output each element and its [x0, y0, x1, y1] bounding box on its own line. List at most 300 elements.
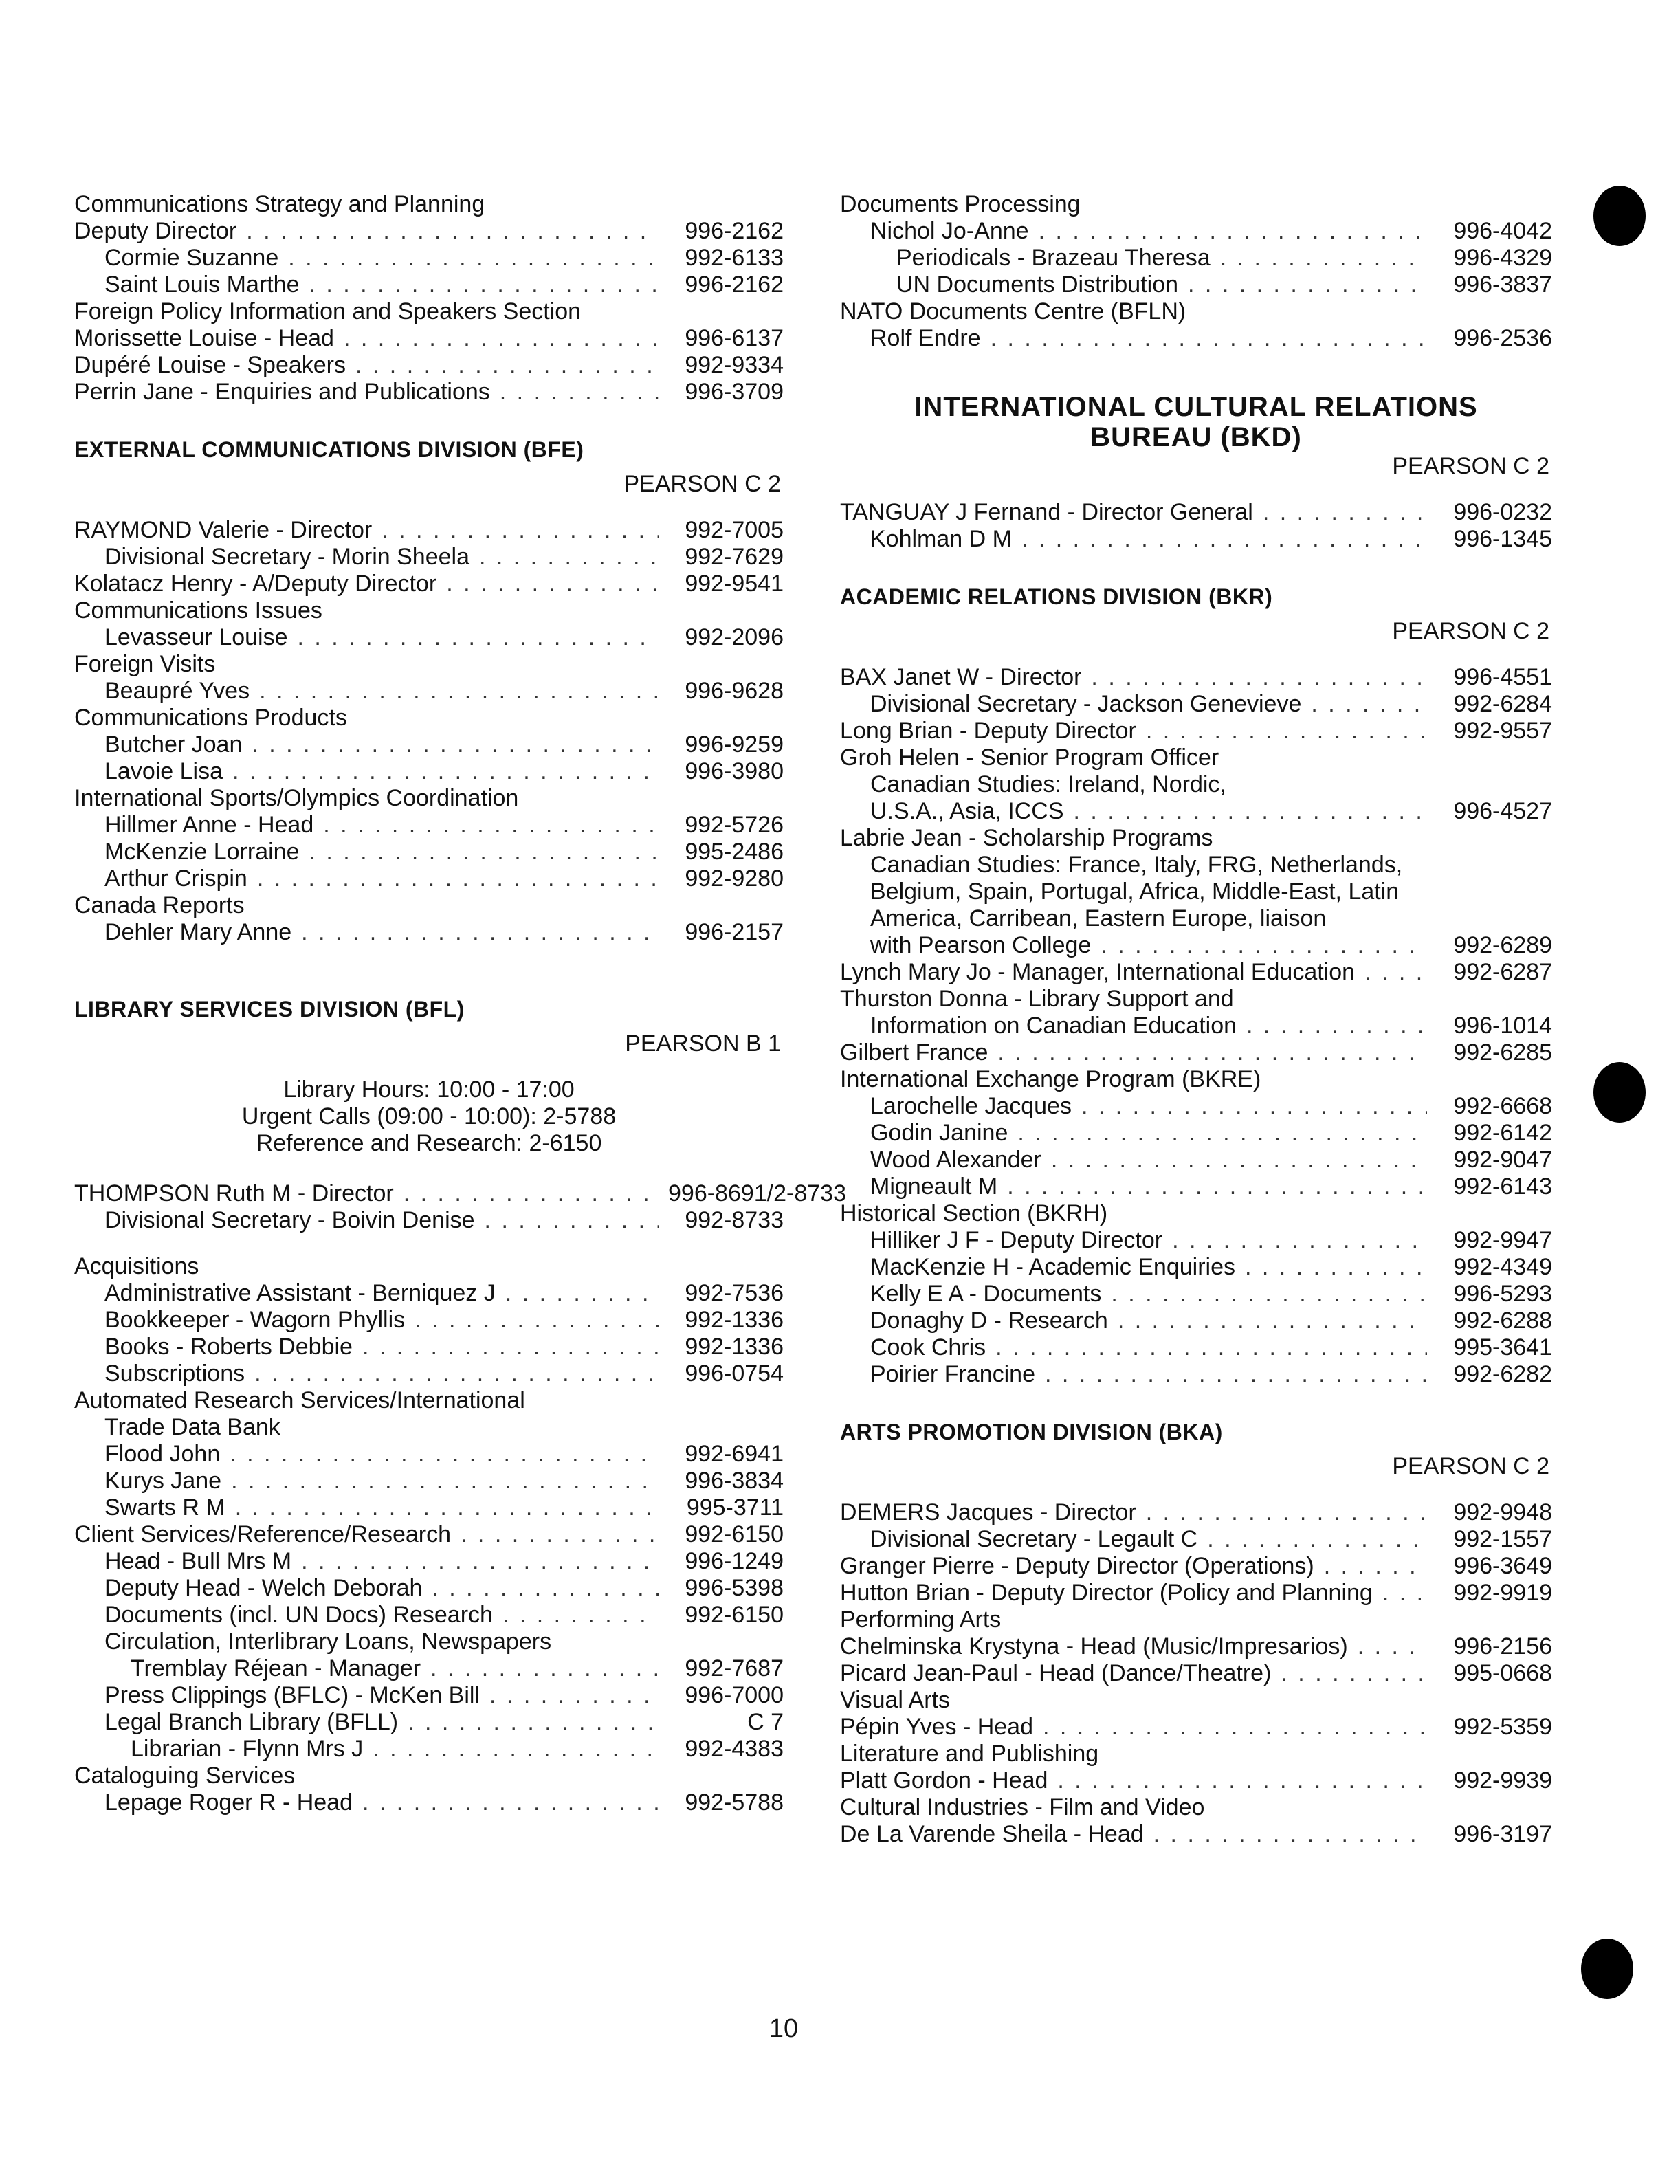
dot-leader [298, 624, 659, 651]
division-heading: ARTS PROMOTION DIVISION (BKA) [840, 1420, 1223, 1444]
directory-entry [74, 1736, 784, 1763]
entry-name: Historical Section (BKRH) [840, 1200, 1108, 1226]
entry-phone: 992-6282 [1453, 1361, 1552, 1387]
entry-phone: 996-9259 [685, 731, 784, 758]
dot-leader [485, 1207, 659, 1234]
directory-entry [840, 1361, 1552, 1388]
entry-phone: 992-4383 [685, 1736, 784, 1762]
entry-phone: 996-3837 [1453, 272, 1552, 298]
entry-name: Divisional Secretary - Legault C [870, 1526, 1198, 1552]
entry-phone: 992-6288 [1453, 1308, 1552, 1334]
dot-leader [1188, 272, 1427, 298]
directory-entry [74, 1307, 784, 1334]
dot-leader [997, 1039, 1427, 1066]
entry-phone: 992-9334 [685, 352, 784, 378]
location-label: PEARSON C 2 [623, 471, 781, 497]
entry-phone: 992-6150 [685, 1521, 784, 1547]
dot-leader [1039, 218, 1427, 245]
entry-name: Lepage Roger R - Head [104, 1789, 353, 1816]
entry-phone: 996-3649 [1453, 1553, 1552, 1579]
dot-leader [1220, 245, 1427, 272]
directory-entry [840, 1741, 1552, 1767]
dot-leader [446, 571, 659, 597]
punch-hole-icon [1581, 1939, 1633, 1999]
dot-leader [479, 544, 659, 571]
punch-hole-icon [1593, 186, 1646, 246]
entry-name: Performing Arts [840, 1607, 1002, 1633]
entry-name: BAX Janet W - Director [840, 664, 1082, 690]
dot-leader [505, 1280, 659, 1307]
entry-name: Belgium, Spain, Portugal, Africa, Middle-East, Latin [870, 879, 1400, 905]
directory-entry [74, 379, 784, 406]
bureau-heading [840, 392, 1552, 452]
entry-name: MacKenzie H - Academic Enquiries [870, 1254, 1236, 1280]
entry-name: Press Clippings (BFLC) - McKen Bill [104, 1682, 480, 1708]
entry-name: Kurys Jane [104, 1468, 222, 1494]
entry-name: Lavoie Lisa [104, 758, 223, 784]
dot-leader [1043, 1714, 1427, 1741]
entry-phone: 996-2536 [1453, 325, 1552, 351]
entry-name: America, Carribean, Eastern Europe, liaison [870, 905, 1327, 931]
entry-name: Tremblay Réjean - Manager [131, 1655, 421, 1681]
division-heading: EXTERNAL COMMUNICATIONS DIVISION (BFE) [74, 437, 584, 462]
entry-name: Picard Jean-Paul - Head (Dance/Theatre) [840, 1660, 1272, 1686]
entry-name: Books - Roberts Debbie [104, 1334, 353, 1360]
entry-phone: 992-6941 [685, 1441, 784, 1467]
entry-phone: 992-6143 [1453, 1173, 1552, 1200]
entry-name: Hutton Brian - Deputy Director (Policy and Planning [840, 1580, 1373, 1606]
dot-leader [259, 678, 659, 705]
entry-phone: 996-4551 [1453, 664, 1552, 690]
directory-entry [74, 1387, 784, 1414]
entry-phone: 996-3834 [685, 1468, 784, 1494]
entry-phone: 992-4349 [1453, 1254, 1552, 1280]
entry-name: Thurston Donna - Library Support and [840, 986, 1234, 1012]
entry-phone: 995-0668 [1453, 1660, 1552, 1686]
entry-phone: 992-5726 [685, 812, 784, 838]
entry-name: Literature and Publishing [840, 1741, 1099, 1767]
entry-name: International Exchange Program (BKRE) [840, 1066, 1261, 1092]
location-label: PEARSON B 1 [625, 1030, 781, 1057]
directory-entry [74, 758, 784, 785]
directory-entry [74, 571, 784, 597]
directory-entry [74, 705, 784, 731]
division-heading: LIBRARY SERVICES DIVISION (BFL) [74, 997, 465, 1022]
entry-name: Morissette Louise - Head [74, 325, 334, 351]
directory-entry [840, 499, 1552, 526]
directory-entry [840, 959, 1552, 986]
directory-entry [74, 812, 784, 839]
directory-entry [840, 1147, 1552, 1173]
directory-entry [74, 731, 784, 758]
directory-entry [840, 986, 1552, 1013]
division-heading: ACADEMIC RELATIONS DIVISION (BKR) [840, 584, 1273, 609]
entry-name: Dehler Mary Anne [104, 919, 292, 945]
dot-leader [355, 352, 659, 379]
dot-leader [309, 272, 659, 298]
location-label: PEARSON C 2 [1392, 453, 1549, 479]
entry-phone: 996-0232 [1453, 499, 1552, 525]
entry-name: Acquisitions [74, 1253, 199, 1279]
directory-entry [840, 1714, 1552, 1741]
directory-entry [74, 785, 784, 812]
dot-leader [415, 1307, 659, 1334]
entry-name: Communications Products [74, 705, 347, 731]
directory-entry [74, 1602, 784, 1629]
dot-leader [373, 1736, 659, 1763]
entry-phone: 992-2096 [685, 624, 784, 650]
entry-phone: 992-8733 [685, 1207, 784, 1233]
entry-phone: 992-6284 [1453, 691, 1552, 717]
dot-leader [301, 1548, 659, 1575]
entry-name: Butcher Joan [104, 731, 243, 758]
entry-phone: 992-7536 [685, 1280, 784, 1306]
entry-phone: 992-1336 [685, 1307, 784, 1333]
entry-name: Divisional Secretary - Jackson Genevieve [870, 691, 1302, 717]
dot-leader [432, 1575, 659, 1602]
dot-leader [257, 865, 659, 892]
directory-entry [840, 218, 1552, 245]
location-label: PEARSON C 2 [1392, 1453, 1549, 1479]
dot-leader [230, 1441, 659, 1468]
entry-name: UN Documents Distribution [896, 272, 1179, 298]
entry-name: Foreign Visits [74, 651, 216, 677]
right-column [840, 191, 1552, 1848]
dot-leader [430, 1655, 659, 1682]
directory-entry [74, 597, 784, 624]
directory-entry [840, 526, 1552, 553]
entry-phone: 996-4329 [1453, 245, 1552, 271]
entry-phone: 992-6142 [1453, 1120, 1552, 1146]
entry-phone: 992-6150 [685, 1602, 784, 1628]
directory-entry [74, 352, 784, 379]
directory-entry [840, 905, 1552, 932]
directory-entry [74, 919, 784, 946]
directory-entry [74, 191, 784, 218]
directory-entry [840, 1281, 1552, 1308]
entry-phone: 996-7000 [685, 1682, 784, 1708]
entry-phone: 992-1557 [1453, 1526, 1552, 1552]
directory-entry [840, 245, 1552, 272]
entry-name: Communications Issues [74, 597, 322, 624]
entry-name: Lynch Mary Jo - Manager, International Education [840, 959, 1356, 985]
entry-phone: 992-9947 [1453, 1227, 1552, 1253]
directory-entry [74, 1682, 784, 1709]
entry-name: Arthur Crispin [104, 865, 247, 892]
entry-phone: 996-2162 [685, 218, 784, 244]
dot-leader [288, 245, 659, 272]
entry-name: Visual Arts [840, 1687, 951, 1713]
entry-name: Legal Branch Library (BFLL) [104, 1709, 399, 1735]
directory-entry [840, 298, 1552, 325]
bureau-heading-line: INTERNATIONAL CULTURAL RELATIONS [914, 392, 1478, 422]
directory-entry [840, 325, 1552, 352]
entry-name: Deputy Head - Welch Deborah [104, 1575, 423, 1601]
dot-leader [301, 919, 659, 946]
spacer [74, 946, 784, 965]
directory-entry [74, 1789, 784, 1816]
directory-entry [74, 1548, 784, 1575]
dot-leader [1111, 1281, 1427, 1308]
dot-leader [231, 1468, 659, 1494]
entry-name: Migneault M [870, 1173, 998, 1200]
entry-name: Documents Processing [840, 191, 1081, 217]
entry-phone: 996-3197 [1453, 1821, 1552, 1847]
directory-entry [840, 1308, 1552, 1334]
dot-leader [500, 379, 659, 406]
dot-leader [1074, 798, 1427, 825]
entry-name: Poirier Francine [870, 1361, 1035, 1387]
entry-phone: 996-1345 [1453, 526, 1552, 552]
entry-name: Wood Alexander [870, 1147, 1041, 1173]
directory-entry [74, 272, 784, 298]
directory-entry [840, 798, 1552, 825]
entry-name: TANGUAY J Fernand - Director General [840, 499, 1253, 525]
entry-name: Perrin Jane - Enquiries and Publications [74, 379, 490, 405]
entry-phone: 992-9939 [1453, 1767, 1552, 1794]
directory-entry [74, 218, 784, 245]
directory-entry [840, 1794, 1552, 1821]
entry-name: with Pearson College [870, 932, 1092, 958]
dot-leader [1382, 1580, 1427, 1607]
entry-name: THOMPSON Ruth M - Director [74, 1180, 394, 1206]
library-notes [74, 1077, 784, 1157]
library-note-line: Urgent Calls (09:00 - 10:00): 2-5788 [241, 1103, 617, 1129]
directory-entry [840, 879, 1552, 905]
directory-entry [840, 664, 1552, 691]
entry-phone: 992-7629 [685, 544, 784, 570]
library-note-line: Reference and Research: 2-6150 [256, 1130, 602, 1156]
entry-name: De La Varende Sheila - Head [840, 1821, 1144, 1847]
entry-name: Canadian Studies: Ireland, Nordic, [870, 771, 1226, 797]
location-label: PEARSON C 2 [1392, 618, 1549, 644]
directory-entry [840, 718, 1552, 744]
entry-phone: 992-5359 [1453, 1714, 1552, 1740]
directory-entry [74, 1655, 784, 1682]
dot-leader [404, 1180, 659, 1207]
entry-phone: 992-7687 [685, 1655, 784, 1681]
entry-name: Canada Reports [74, 892, 245, 918]
entry-name: Hilliker J F - Deputy Director [870, 1227, 1163, 1253]
entry-name: Levasseur Louise [104, 624, 288, 650]
entry-phone: 992-9541 [685, 571, 784, 597]
punch-hole-icon [1593, 1062, 1646, 1123]
directory-entry [840, 744, 1552, 771]
dot-leader [1081, 1093, 1427, 1120]
directory-entry [74, 1575, 784, 1602]
entry-name: Periodicals - Brazeau Theresa [896, 245, 1211, 271]
entry-name: Cataloguing Services [74, 1763, 296, 1789]
entry-name: Chelminska Krystyna - Head (Music/Impresarios) [840, 1633, 1348, 1659]
directory-entry [74, 892, 784, 919]
entry-name: Kelly E A - Documents [870, 1281, 1102, 1307]
entry-phone: 992-9557 [1453, 718, 1552, 744]
dot-leader [252, 731, 659, 758]
dot-leader [1245, 1254, 1427, 1281]
entry-phone: 992-6287 [1453, 959, 1552, 985]
directory-entry [74, 1207, 784, 1234]
entry-name: Communications Strategy and Planning [74, 191, 485, 217]
dot-leader [1007, 1173, 1427, 1200]
dot-leader [1153, 1821, 1427, 1848]
dot-leader [1045, 1361, 1427, 1388]
directory-entry [74, 1360, 784, 1387]
dot-leader [461, 1521, 659, 1548]
dot-leader [1017, 1120, 1427, 1147]
page-number: 10 [769, 2014, 799, 2043]
directory-entry [840, 1066, 1552, 1093]
library-note-line: Library Hours: 10:00 - 17:00 [283, 1077, 575, 1103]
directory-entry [74, 245, 784, 272]
entry-name: Librarian - Flynn Mrs J [131, 1736, 364, 1762]
entry-name: Subscriptions [104, 1360, 245, 1387]
entry-name: Nichol Jo-Anne [870, 218, 1029, 244]
dot-leader [1263, 499, 1427, 526]
entry-name: Pépin Yves - Head [840, 1714, 1033, 1740]
entry-name: Client Services/Reference/Research [74, 1521, 452, 1547]
dot-leader [246, 218, 659, 245]
dot-leader [362, 1334, 659, 1360]
directory-entry [74, 1763, 784, 1789]
entry-name: Deputy Director [74, 218, 237, 244]
directory-entry [840, 1553, 1552, 1580]
entry-name: Divisional Secretary - Morin Sheela [104, 544, 469, 570]
dot-leader [323, 812, 659, 839]
directory-entry [74, 1334, 784, 1360]
entry-name: Information on Canadian Education [870, 1013, 1237, 1039]
entry-name: Head - Bull Mrs M [104, 1548, 292, 1574]
directory-entry [74, 1494, 784, 1521]
directory-entry [74, 1468, 784, 1494]
dot-leader [995, 1334, 1427, 1361]
entry-name: Bookkeeper - Wagorn Phyllis [104, 1307, 406, 1333]
entry-name: Gilbert France [840, 1039, 988, 1066]
directory-entry [74, 517, 784, 544]
entry-name: Rolf Endre [870, 325, 981, 351]
dot-leader [382, 517, 659, 544]
dot-leader [362, 1789, 659, 1816]
entry-phone: 996-0754 [685, 1360, 784, 1387]
entry-name: Kolatacz Henry - A/Deputy Director [74, 571, 437, 597]
dot-leader [489, 1682, 659, 1709]
directory-entry [840, 1607, 1552, 1633]
entry-phone: 995-3711 [686, 1494, 784, 1521]
entry-name: International Sports/Olympics Coordination [74, 785, 519, 811]
directory-entry [840, 1499, 1552, 1526]
dot-leader [1057, 1767, 1427, 1794]
dot-leader [1101, 932, 1427, 959]
entry-phone: 996-6137 [685, 325, 784, 351]
entry-name: RAYMOND Valerie - Director [74, 517, 373, 543]
entry-name: Granger Pierre - Deputy Director (Operations) [840, 1553, 1314, 1579]
entry-phone: 995-3641 [1453, 1334, 1552, 1360]
directory-entry [74, 1414, 784, 1441]
entry-phone: 996-5398 [685, 1575, 784, 1601]
entry-name: Godin Janine [870, 1120, 1008, 1146]
entry-phone: 996-2157 [685, 919, 784, 945]
directory-entry [840, 691, 1552, 718]
entry-phone: 992-5788 [685, 1789, 784, 1816]
directory-entry [840, 1120, 1552, 1147]
dot-leader [1146, 718, 1427, 744]
directory-entry [840, 1227, 1552, 1254]
entry-name: Flood John [104, 1441, 221, 1467]
entry-name: DEMERS Jacques - Director [840, 1499, 1136, 1525]
entry-name: Cultural Industries - Film and Video [840, 1794, 1205, 1820]
entry-phone: 996-5293 [1453, 1281, 1552, 1307]
left-column [74, 191, 847, 1816]
entry-phone: 996-3709 [685, 379, 784, 405]
directory-entry [74, 1180, 847, 1207]
directory-entry [840, 1039, 1552, 1066]
entry-phone: 992-6289 [1453, 932, 1552, 958]
entry-phone: 996-8691/2-8733 [668, 1180, 847, 1206]
dot-leader [991, 325, 1427, 352]
entry-phone: C 7 [747, 1709, 784, 1735]
entry-name: Cook Chris [870, 1334, 986, 1360]
entry-phone: 992-6668 [1453, 1093, 1552, 1119]
directory-entry [840, 1093, 1552, 1120]
directory-entry [840, 1526, 1552, 1553]
directory-entry [74, 298, 784, 325]
entry-phone: 996-1014 [1453, 1013, 1552, 1039]
directory-entry [74, 839, 784, 865]
directory-entry [74, 325, 784, 352]
dot-leader [1246, 1013, 1427, 1039]
entry-phone: 992-9280 [685, 865, 784, 892]
entry-name: Labrie Jean - Scholarship Programs [840, 825, 1213, 851]
entry-name: Platt Gordon - Head [840, 1767, 1048, 1794]
directory-entry [840, 191, 1552, 218]
directory-entry [840, 771, 1552, 798]
dot-leader [344, 325, 659, 352]
dot-leader [408, 1709, 659, 1736]
entry-phone: 992-9948 [1453, 1499, 1552, 1525]
entry-name: Canadian Studies: France, Italy, FRG, Netherlands, [870, 852, 1403, 878]
entry-phone: 992-9047 [1453, 1147, 1552, 1173]
directory-entry [840, 1173, 1552, 1200]
dot-leader [235, 1494, 659, 1521]
entry-phone: 992-6133 [685, 245, 784, 271]
directory-entry [74, 678, 784, 705]
entry-name: Circulation, Interlibrary Loans, Newspapers [104, 1629, 552, 1655]
entry-phone: 992-7005 [685, 517, 784, 543]
entry-name: Groh Helen - Senior Program Officer [840, 744, 1219, 771]
entry-name: Cormie Suzanne [104, 245, 279, 271]
entry-phone: 996-2162 [685, 272, 784, 298]
directory-entry [840, 1767, 1552, 1794]
entry-name: Beaupré Yves [104, 678, 250, 704]
directory-entry [74, 865, 784, 892]
entry-name: Hillmer Anne - Head [104, 812, 314, 838]
dot-leader [1021, 526, 1427, 553]
dot-leader [1358, 1633, 1427, 1660]
entry-name: Saint Louis Marthe [104, 272, 300, 298]
entry-phone: 996-3980 [685, 758, 784, 784]
directory-entry [74, 1253, 784, 1280]
directory-entry [74, 1629, 784, 1655]
dot-leader [1324, 1553, 1427, 1580]
directory-entry [840, 1821, 1552, 1848]
dot-leader [1118, 1308, 1427, 1334]
directory-entry [840, 1334, 1552, 1361]
entry-name: U.S.A., Asia, ICCS [870, 798, 1064, 824]
bureau-heading-line: BUREAU (BKD) [1090, 422, 1302, 452]
directory-entry [840, 825, 1552, 852]
directory-entry [840, 1580, 1552, 1607]
directory-entry [840, 1013, 1552, 1039]
dot-leader [1281, 1660, 1427, 1687]
